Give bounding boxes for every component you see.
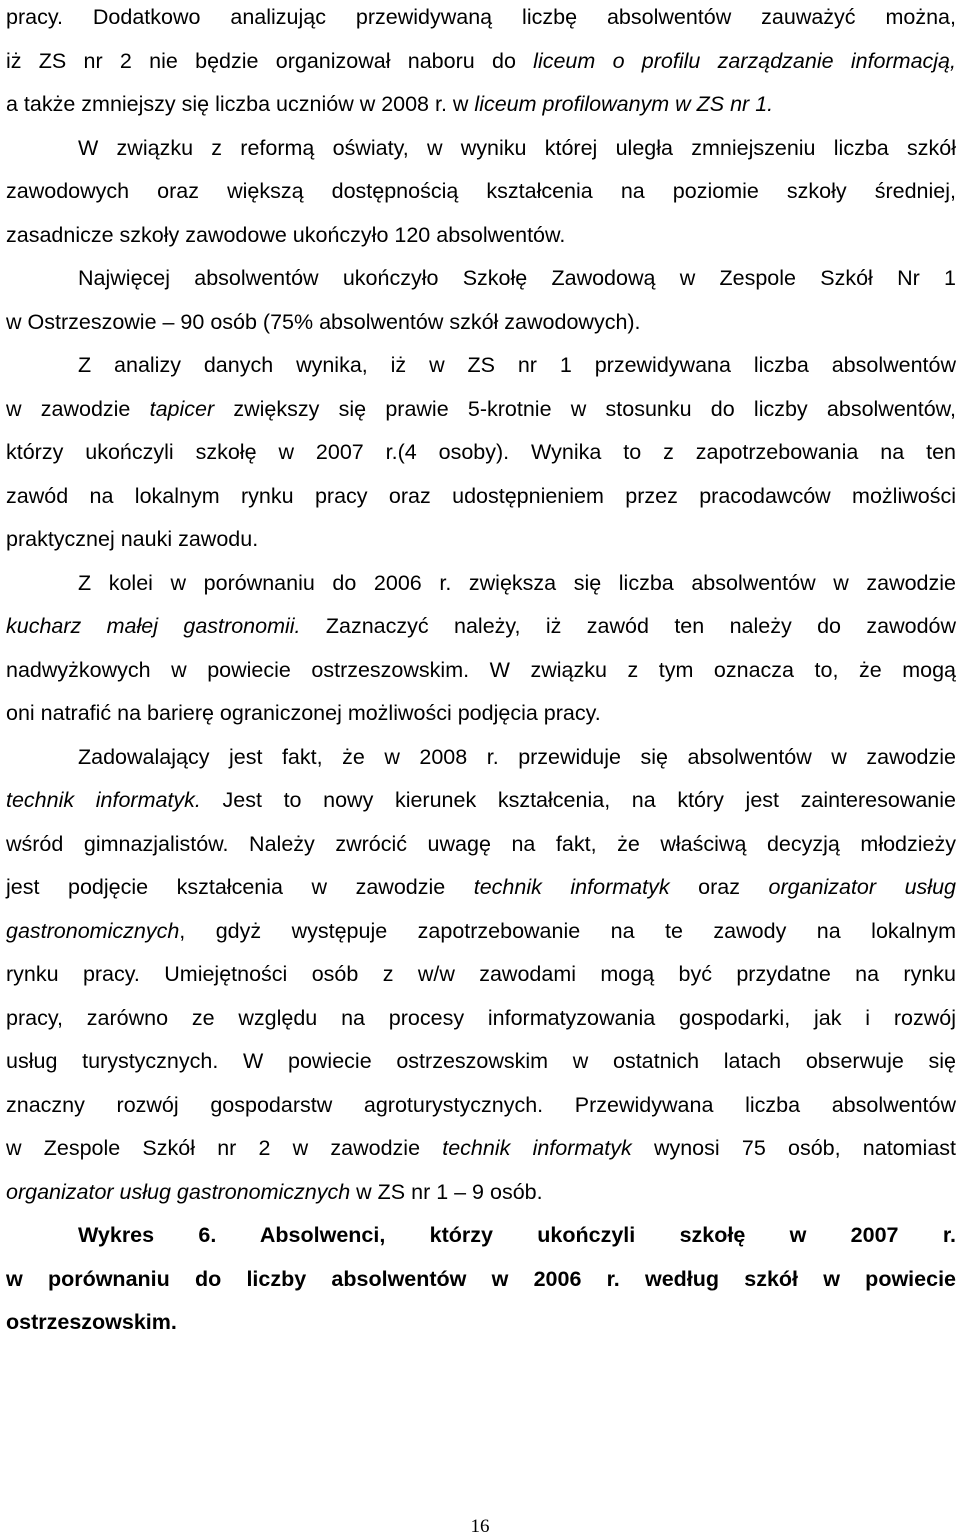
paragraph-line: [6, 1001, 956, 1035]
caption-line: [6, 1305, 956, 1339]
italic-text: organizator usług gastronomicznych: [6, 1179, 351, 1204]
paragraph-line: [6, 914, 956, 948]
text-segment: oraz: [669, 875, 769, 899]
text-segment: w Ostrzeszowie – 90 osób (75% absolwentów szkół zawodowych).: [6, 309, 641, 334]
text-segment: Najwięcej absolwentów ukończyło Szkołę Zawodową w Zespole Szkół Nr 1: [78, 266, 956, 290]
paragraph-line: [78, 348, 956, 382]
text-segment: Wykres 6. Absolwenci, którzy ukończyli szkołę w 2007 r.: [78, 1223, 956, 1247]
paragraph-line: [6, 174, 956, 208]
text-segment: Zaznaczyć należy, iż zawód ten należy do zawodów: [300, 614, 957, 638]
text-segment: a także zmniejszy się liczba uczniów w 2008 r. w: [6, 92, 475, 116]
paragraph-line: [6, 87, 956, 121]
caption-line: [6, 1262, 956, 1296]
text-segment: zasadnicze szkoły zawodowe ukończyło 120 absolwentów.: [6, 222, 566, 247]
italic-text: organizator usług: [768, 875, 956, 899]
paragraph-line: [6, 479, 956, 513]
text-segment: W związku z reformą oświaty, w wyniku której uległa zmniejszeniu liczba szkół: [78, 135, 956, 160]
paragraph-line: [78, 261, 956, 295]
text-segment: iż ZS nr 2 nie będzie organizował naboru do: [6, 48, 534, 73]
text-segment: oni natrafić na barierę ograniczonej możliwości podjęcia pracy.: [6, 701, 601, 725]
italic-text: technik informatyk: [442, 1136, 632, 1160]
text-segment: , gdyż występuje zapotrzebowanie na te zawody na lokalnym: [179, 918, 956, 943]
italic-text: liceum o profilu zarządzanie informacją,: [533, 48, 956, 73]
text-segment: pracy, zarówno ze względu na procesy informatyzowania gospodarki, jak i rozwój: [6, 1005, 956, 1030]
paragraph-line: [6, 653, 956, 687]
paragraph-line: [6, 218, 956, 252]
text-segment: jest podjęcie kształcenia w zawodzie: [6, 875, 474, 899]
paragraph-line: [6, 392, 956, 426]
paragraph-line: [6, 1175, 956, 1209]
italic-text: liceum profilowanym w ZS nr 1.: [474, 92, 774, 116]
paragraph-line: [6, 305, 956, 339]
text-segment: w porównaniu do liczby absolwentów w 2006 r. według szkół w powiecie: [6, 1266, 956, 1291]
text-segment: w zawodzie: [6, 396, 150, 421]
text-segment: którzy ukończyli szkołę w 2007 r.(4 osoby). Wynika to z zapotrzebowania na ten: [6, 440, 956, 464]
paragraph-line: [78, 740, 956, 774]
text-segment: rynku pracy. Umiejętności osób z w/w zawodami mogą być przydatne na rynku: [6, 962, 956, 986]
text-segment: Z analizy danych wynika, iż w ZS nr 1 przewidywana liczba absolwentów: [78, 353, 956, 377]
paragraph-line: [6, 783, 956, 817]
paragraph-line: [6, 1131, 956, 1165]
italic-text: kucharz małej gastronomii.: [6, 614, 301, 638]
page-number: 16: [470, 1516, 490, 1537]
paragraph-line: [6, 696, 956, 730]
paragraph-line: [6, 1044, 956, 1078]
text-segment: usług turystycznych. W powiecie ostrzeszowskim w ostatnich latach obserwuje się: [6, 1049, 956, 1073]
text-segment: praktycznej nauki zawodu.: [6, 527, 259, 551]
italic-text: tapicer: [149, 396, 215, 421]
caption-line: [78, 1218, 956, 1252]
text-segment: Z kolei w porównaniu do 2006 r. zwiększa się liczba absolwentów w zawodzie: [78, 570, 956, 595]
text-segment: w Zespole Szkół nr 2 w zawodzie: [6, 1136, 443, 1160]
paragraph-line: [6, 827, 956, 861]
paragraph-line: [6, 44, 956, 78]
italic-text: gastronomicznych: [6, 918, 180, 943]
paragraph-line: [78, 131, 956, 165]
text-segment: w ZS nr 1 – 9 osób.: [350, 1179, 543, 1204]
italic-text: technik informatyk.: [6, 788, 201, 812]
text-segment: zwiększy się prawie 5-krotnie w stosunku do liczby absolwentów,: [214, 396, 956, 421]
text-segment: zawód na lokalnym rynku pracy oraz udostępnieniem przez pracodawców możliwości: [6, 483, 956, 508]
text-segment: Jest to nowy kierunek kształcenia, na który jest zainteresowanie: [200, 788, 956, 812]
paragraph-line: [6, 0, 956, 34]
text-segment: zawodowych oraz większą dostępnością kształcenia na poziomie szkoły średniej,: [6, 179, 956, 203]
paragraph-line: [6, 435, 956, 469]
text-segment: znaczny rozwój gospodarstw agroturystycznych. Przewidywana liczba absolwentów: [6, 1092, 956, 1117]
paragraph-line: [6, 957, 956, 991]
paragraph-line: [6, 522, 956, 556]
text-segment: wśród gimnazjalistów. Należy zwrócić uwagę na fakt, że właściwą decyzją młodzieży: [6, 831, 956, 856]
italic-text: technik informatyk: [473, 875, 670, 899]
paragraph-line: [6, 609, 956, 643]
paragraph-line: [6, 870, 956, 904]
paragraph-line: [78, 566, 956, 600]
paragraph-line: [6, 1088, 956, 1122]
text-segment: Zadowalający jest fakt, że w 2008 r. przewiduje się absolwentów w zawodzie: [78, 744, 956, 769]
text-segment: wynosi 75 osób, natomiast: [631, 1136, 956, 1160]
text-segment: nadwyżkowych w powiecie ostrzeszowskim. W związku z tym oznacza to, że mogą: [6, 657, 956, 682]
text-segment: ostrzeszowskim.: [6, 1310, 177, 1334]
text-segment: pracy. Dodatkowo analizując przewidywaną liczbę absolwentów zauważyć można,: [6, 5, 956, 29]
